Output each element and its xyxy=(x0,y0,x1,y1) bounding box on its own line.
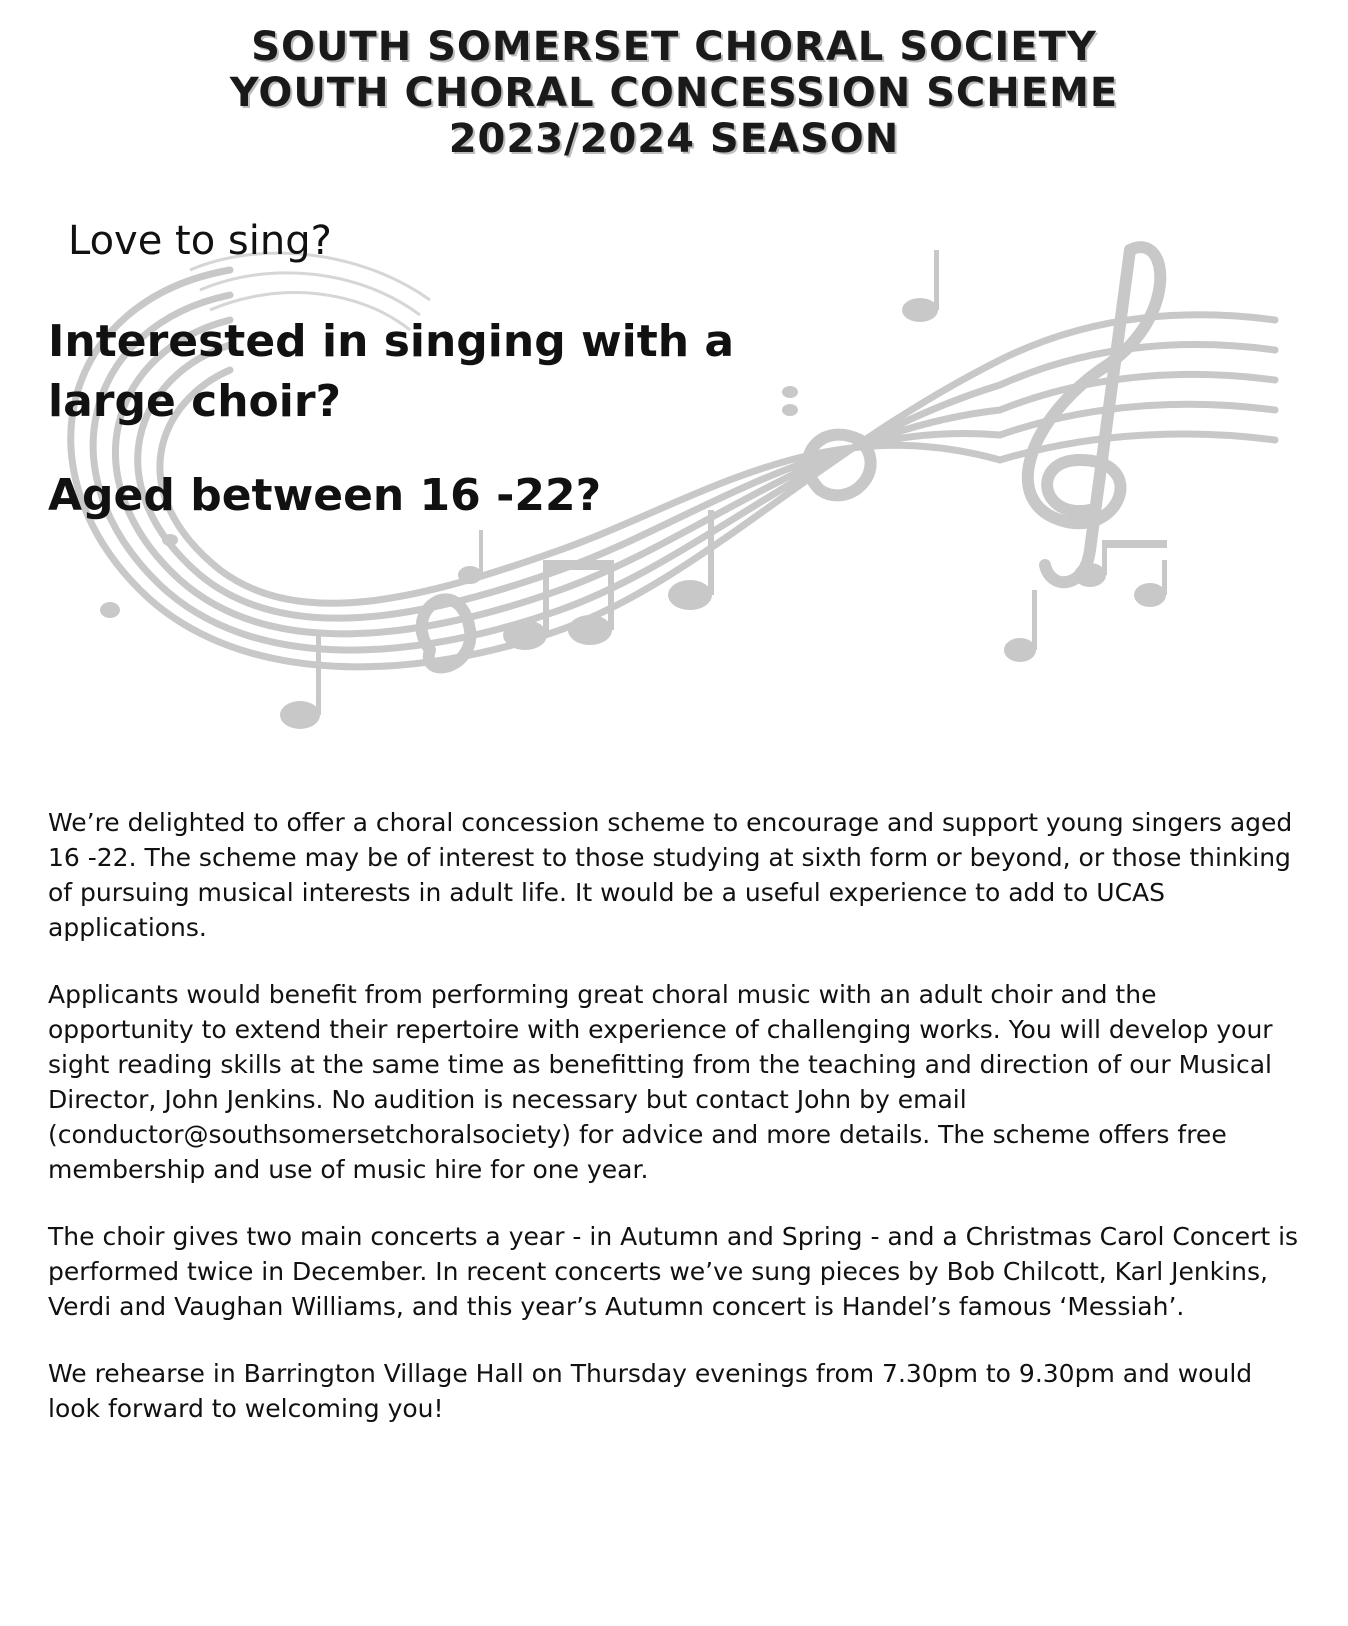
paragraph-scheme-intro: We’re delighted to offer a choral concession scheme to encourage and support young singers aged 16 -22. The scheme may be of interest to those studying at sixth form or beyond, or those thinking of pursuing musical interests in adult life. It would be a useful experience to add to UCAS applications. xyxy=(48,808,1293,942)
body-text xyxy=(48,805,1308,1458)
lead-question-love-to-sing: Love to sing? xyxy=(68,218,332,264)
title-line-3: 2023/2024 SEASON xyxy=(448,116,900,162)
title-line-2: YOUTH CHORAL CONCESSION SCHEME xyxy=(229,70,1119,116)
title-line-1: SOUTH SOMERSET CHORAL SOCIETY xyxy=(251,24,1097,70)
title-block xyxy=(0,24,1348,162)
paragraph-rehearsals: We rehearse in Barrington Village Hall on Thursday evenings from 7.30pm to 9.30pm and would look forward to welcoming you! xyxy=(48,1359,1253,1423)
lead-question-age-range: Aged between 16 -22? xyxy=(48,470,602,521)
paragraph-concerts: The choir gives two main concerts a year - in Autumn and Spring - and a Christmas Carol Concert is performed twice in December. In recent concerts we’ve sung pieces by Bob Chilcott, Karl Jenkins, Verdi and Vaughan Williams, and this year’s Autumn concert is Handel’s famous ‘Messiah’. xyxy=(48,1222,1299,1321)
paragraph-benefits: Applicants would benefit from performing great choral music with an adult choir and the opportunity to extend their repertoire with experience of challenging works. You will develop your sight reading skills at the same time as benefitting from the teaching and direction of our Musical Director, John Jenkins. No audition is necessary but contact John by email (conductor@southsomersetchoralsociety) for advice and more details. The scheme offers free membership and use of music hire for one year. xyxy=(48,980,1273,1184)
lead-question-large-choir: Interested in singing with a large choir? xyxy=(48,316,735,427)
